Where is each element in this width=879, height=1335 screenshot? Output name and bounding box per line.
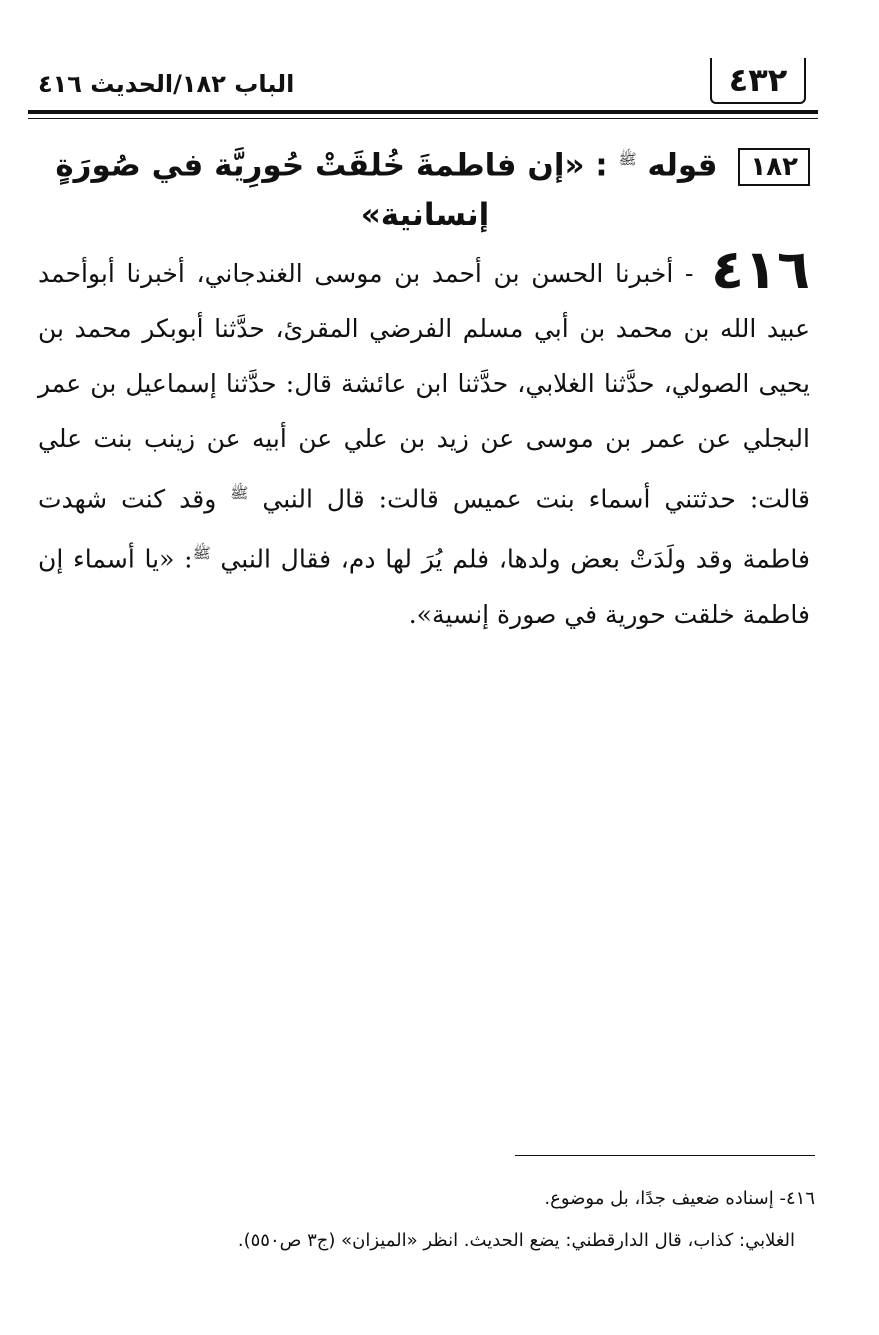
chapter-title-line2: إنسانية»: [360, 197, 490, 234]
footnote-divider: [515, 1155, 815, 1156]
chapter-number: ١٨٢: [738, 148, 810, 186]
hadith-text: [38, 238, 810, 642]
header-rule-thin: [28, 118, 818, 119]
running-head: الباب ١٨٢/الحديث ٤١٦: [38, 70, 295, 98]
hadith-number: ٤١٦: [711, 238, 810, 301]
salutation-glyph: ﷺ: [230, 484, 249, 502]
hadith-text-part1: - أخبرنا الحسن بن أحمد بن موسى الغندجاني، أخبرنا أبوأحمد عبيد الله بن محمد بن أبي مسلم الفرضي المقرئ، حدَّثنا أبوبكر محمد بن يحيى الصولي، حدَّثنا الغلابي، حدَّثنا ابن عائشة قال: حدَّثنا إسماعيل بن عمر البجلي عن عمر بن موسى عن زيد بن علي عن أبيه عن زينب بنت علي قالت: حدثتني أسماء بنت عميس قالت: قال النبي: [38, 259, 811, 514]
chapter-title-prefix: قوله: [647, 147, 718, 184]
chapter-heading: [40, 135, 810, 239]
footnote-line1: ٤١٦- إسناده ضعيف جدًا، بل موضوع.: [544, 1188, 815, 1209]
hadith-text-part2: وقد كنت شهدت فاطمة وقد ولَدَتْ بعض ولدها، فلم يُرَ لها دم، فقال النبي: [38, 484, 810, 574]
salutation-glyph: ﷺ: [618, 150, 637, 168]
footnotes: [40, 1178, 815, 1262]
header-rule-thick: [28, 110, 818, 114]
footnote-line2: الغلابي: كذاب، قال الدارقطني: يضع الحديث. انظر «الميزان» (ج٣ ص٥٥٠).: [237, 1230, 795, 1251]
page-header: [28, 58, 818, 118]
salutation-glyph: ﷺ: [192, 544, 211, 563]
hadith-text-part3: : «يا أسماء إن فاطمة خلقت حورية في صورة إنسية».: [38, 544, 810, 629]
chapter-title-line1: : «إن فاطمةَ خُلقَتْ حُورِيَّة في صُورَةٍ: [55, 147, 608, 184]
page-number: ٤٣٢: [710, 58, 806, 104]
